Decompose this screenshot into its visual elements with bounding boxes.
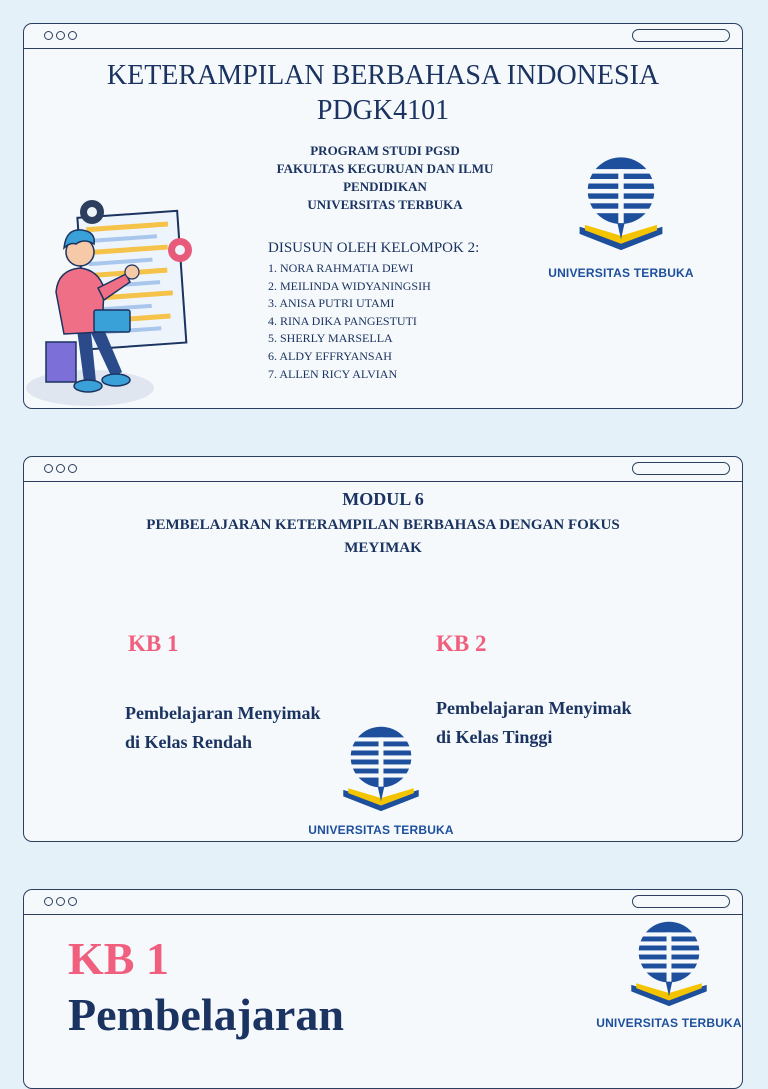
kb2-label: KB 2 xyxy=(436,631,487,656)
member-item: 2. MEILINDA WIDYANINGSIH xyxy=(268,278,431,293)
window-title-bar xyxy=(24,890,742,915)
kb2-description-line-1: Pembelajaran Menyimak xyxy=(436,698,632,718)
member-item: 4. RINA DIKA PANGESTUTI xyxy=(268,313,417,328)
window-dot-2 xyxy=(56,31,65,40)
kb1-label: KB 1 xyxy=(128,631,179,656)
slide-1 xyxy=(23,23,743,409)
window-title-bar xyxy=(24,24,742,49)
compiled-by-label: DISUSUN OLEH KELOMPOK 2: xyxy=(268,240,480,256)
university-logo-text: UNIVERSITAS TERBUKA xyxy=(548,266,694,280)
kb1-heading-title: Pembelajaran xyxy=(68,989,344,1040)
kb1-heading-label: KB 1 xyxy=(68,933,169,984)
university-logo-text: UNIVERSITAS TERBUKA xyxy=(308,823,454,837)
window-dot-3 xyxy=(68,464,77,473)
member-item: 5. SHERLY MARSELLA xyxy=(268,331,393,346)
address-bar xyxy=(632,895,730,908)
university-emblem-icon xyxy=(576,156,666,256)
faculty-line-2: PENDIDIKAN xyxy=(343,179,427,194)
window-dot-2 xyxy=(56,897,65,906)
kb1-description xyxy=(125,699,320,757)
window-dot-3 xyxy=(68,31,77,40)
university-name: UNIVERSITAS TERBUKA xyxy=(307,197,463,212)
window-dot-2 xyxy=(56,464,65,473)
institution-block xyxy=(254,142,516,214)
window-dot-3 xyxy=(68,897,77,906)
course-title-line-1: KETERAMPILAN BERBAHASA INDONESIA xyxy=(106,60,660,91)
program-name: PROGRAM STUDI PGSD xyxy=(310,143,460,158)
kb2-description xyxy=(436,694,631,752)
university-emblem-icon xyxy=(340,725,422,817)
module-title: MODUL 6 xyxy=(342,489,424,509)
window-dot-1 xyxy=(44,897,53,906)
member-item: 7. ALLEN RICY ALVIAN xyxy=(268,366,398,381)
member-item: 6. ALDY EFFRYANSAH xyxy=(268,348,392,363)
window-dot-1 xyxy=(44,464,53,473)
address-bar xyxy=(632,462,730,475)
kb2-description-line-2: di Kelas Tinggi xyxy=(436,727,553,747)
module-topic-line-2: MEYIMAK xyxy=(344,540,422,556)
university-emblem-icon xyxy=(628,920,710,1012)
member-item: 1. NORA RAHMATIA DEWI xyxy=(268,261,414,275)
course-code: PDGK4101 xyxy=(316,95,450,126)
slide-3 xyxy=(23,889,743,1089)
kb1-description-line-1: Pembelajaran Menyimak xyxy=(125,703,321,723)
university-logo-text: UNIVERSITAS TERBUKA xyxy=(596,1016,742,1030)
member-item: 3. ANISA PUTRI UTAMI xyxy=(268,296,395,311)
developer-illustration xyxy=(24,192,204,409)
kb1-description-line-2: di Kelas Rendah xyxy=(125,732,253,752)
window-dot-1 xyxy=(44,31,53,40)
module-topic-line-1: PEMBELAJARAN KETERAMPILAN BERBAHASA DENGAN FOKUS xyxy=(146,517,620,533)
course-title xyxy=(24,58,742,128)
faculty-line-1: FAKULTAS KEGURUAN DAN ILMU xyxy=(276,161,494,176)
member-list xyxy=(268,260,431,383)
slide-2 xyxy=(23,456,743,842)
window-title-bar xyxy=(24,457,742,482)
address-bar xyxy=(632,29,730,42)
module-topic xyxy=(24,514,742,560)
